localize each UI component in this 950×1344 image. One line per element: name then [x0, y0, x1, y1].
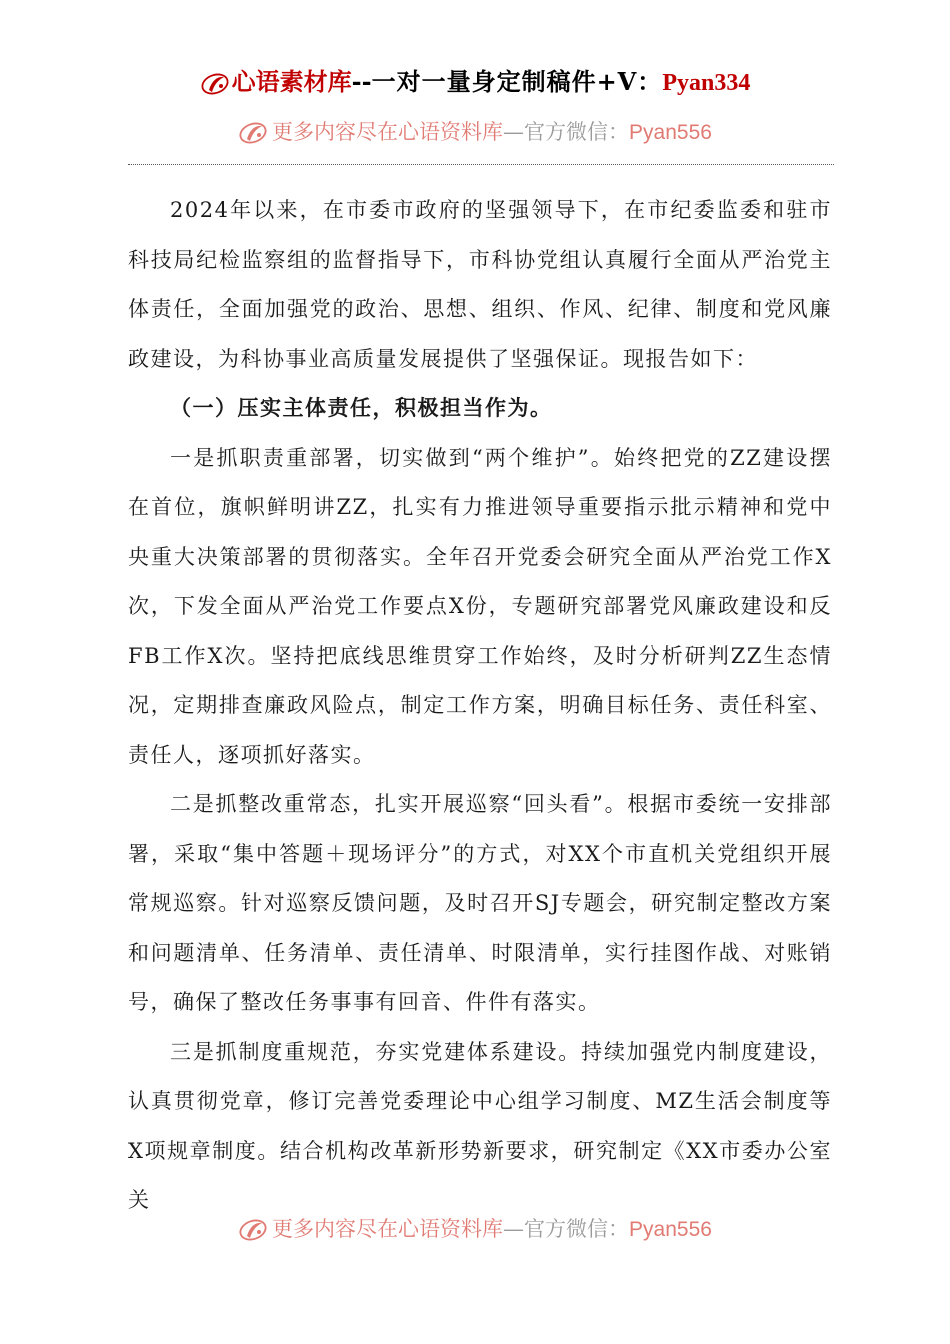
paragraph-three: 三是抓制度重规范，夯实党建体系建设。持续加强党内制度建设，认真贯彻党章，修订完善党委理论中心组学习制度、MZ生活会制度等X项规章制度。结合机构改革新形势新要求，研究制定《XX市委办公室关	[128, 1039, 832, 1212]
brand-logo-icon	[200, 70, 230, 104]
paragraph-one: 一是抓职责重部署，切实做到“两个维护”。始终把党的ZZ建设摆在首位，旗帜鲜明讲ZZ，扎实有力推进领导重要指示批示精神和党中央重大决策部署的贯彻落实。全年召开党委会研究全面从严治党工作X次，下发全面从严治党工作要点X份，专题研究部署党风廉政建设和反FB工作X次。坚持把底线思维贯穿工作始终，及时分析研判ZZ生态情况，定期排查廉政风险点，制定工作方案，明确目标任务、责任科室、责任人，逐项抓好落实。	[128, 445, 832, 767]
subheader-wechat-label: —官方微信：	[503, 120, 630, 144]
paragraph-two: 二是抓整改重常态，扎实开展巡察“回头看”。根据市委统一安排部署，采取“集中答题＋现场评分”的方式，对XX个市直机关党组织开展常规巡察。针对巡察反馈问题，及时召开SJ专题会，研究制定整改方案和问题清单、任务清单、责任清单、时限清单，实行挂图作战、对账销号，确保了整改任务事事有回音、件件有落实。	[128, 792, 832, 1014]
subheader-text: 更多内容尽在心语资料库	[272, 120, 504, 144]
brand-name: 心语素材库	[231, 67, 352, 96]
subheader-contact-id: Pyan556	[629, 121, 712, 144]
footer-text: 更多内容尽在心语资料库	[272, 1217, 504, 1241]
brand-separator: --	[351, 67, 372, 96]
footer-watermark	[0, 1213, 950, 1249]
subheader-watermark	[0, 116, 950, 152]
intro-paragraph: 2024年以来，在市委市政府的坚强领导下，在市纪委监委和驻市科技局纪检监察组的监督指导下，市科协党组认真履行全面从严治党主体责任，全面加强党的政治、思想、组织、作风、纪律、制度和党风廉政建设，为科协事业高质量发展提供了坚强保证。现报告如下：	[128, 198, 832, 371]
header-divider	[128, 164, 834, 165]
footer-logo-icon	[238, 1216, 268, 1249]
subheader-logo-icon	[238, 119, 268, 152]
section-heading: （一）压实主体责任，积极担当作为。	[170, 396, 553, 420]
brand-contact-id: Pyan334	[662, 70, 751, 96]
document-body	[128, 186, 832, 1226]
footer-contact-id: Pyan556	[629, 1218, 712, 1241]
header-watermark	[0, 62, 950, 104]
footer-wechat-label: —官方微信：	[503, 1217, 630, 1241]
brand-slogan: 一对一量身定制稿件+V：	[371, 67, 663, 96]
